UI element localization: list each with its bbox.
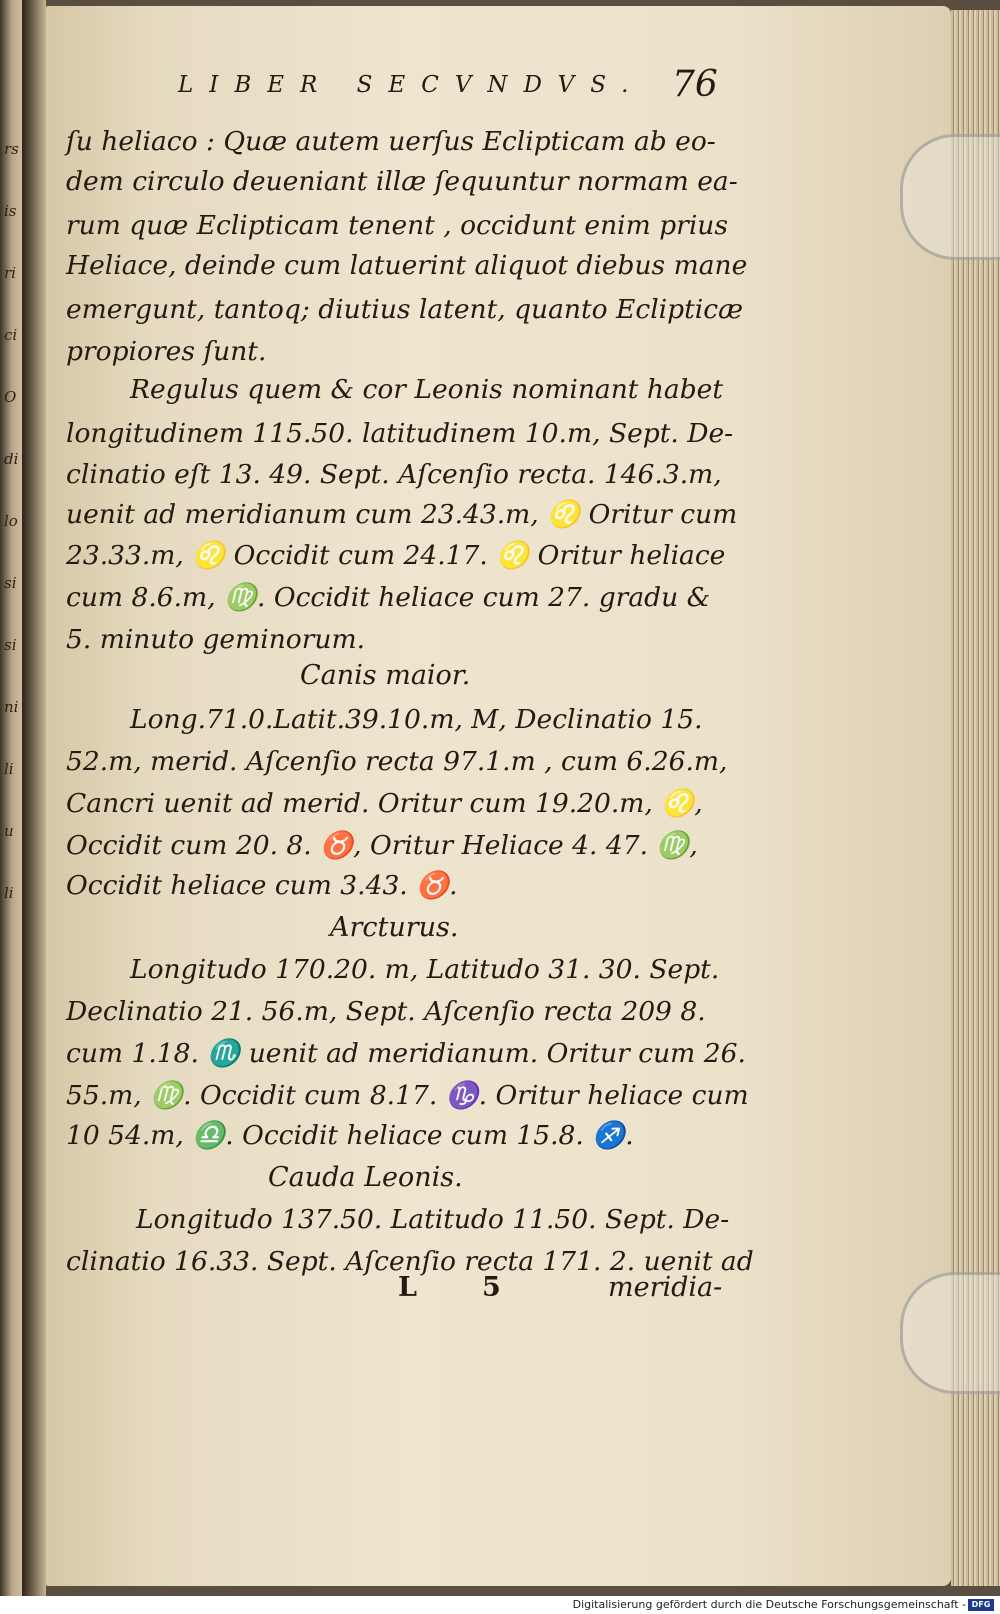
text-line: Declinatio 21. 56.m, Sept. Aſcenſio recta 209 8.: [66, 996, 706, 1027]
folio-number: 76: [672, 64, 718, 105]
text-line: Cancri uenit ad merid. Oritur cum 19.20.m, ♌,: [66, 788, 703, 819]
text-line: 10 54.m, ♎. Occidit heliace cum 15.8. ♐.: [66, 1120, 634, 1151]
text-line: cum 1.18. ♏ uenit ad meridianum. Oritur cum 26.: [66, 1038, 746, 1069]
text-line: 55.m, ♍. Occidit cum 8.17. ♑. Oritur heliace cum: [66, 1080, 749, 1111]
text-line: 52.m, merid. Aſcenſio recta 97.1.m , cum 6.26.m,: [66, 746, 728, 777]
page-clip-top: [900, 134, 1000, 260]
running-title: LIBER SECVNDVS.: [178, 72, 645, 98]
text-line: Heliace, deinde cum latuerint aliquot diebus mane: [66, 250, 748, 281]
text-line: Regulus quem & cor Leonis nominant habet: [130, 374, 723, 405]
margin-fragment: O: [4, 388, 17, 406]
text-line: clinatio 16.33. Sept. Aſcenſio recta 171. 2. uenit ad: [66, 1246, 754, 1277]
section-heading: Canis maior.: [300, 660, 471, 691]
facing-page-margin-text: [0, 110, 26, 1010]
text-line: emergunt, tantoq; diutius latent, quanto Eclipticæ: [66, 294, 743, 325]
margin-fragment: li: [4, 760, 14, 778]
text-line: 23.33.m, ♌ Occidit cum 24.17. ♌ Oritur heliace: [66, 540, 726, 571]
margin-fragment: ri: [4, 264, 16, 282]
text-line: longitudinem 115.50. latitudinem 10.m, Sept. De-: [66, 418, 734, 449]
text-line: ſu heliaco : Quæ autem uerſus Eclipticam ab eo-: [66, 126, 716, 157]
text-line: 5. minuto geminorum.: [66, 624, 366, 655]
section-heading: Arcturus.: [330, 912, 459, 943]
text-line: Occidit cum 20. 8. ♉, Oritur Heliace 4. 47. ♍,: [66, 830, 698, 861]
margin-fragment: ci: [4, 326, 18, 344]
margin-fragment: ni: [4, 698, 19, 716]
text-line: rum quæ Eclipticam tenent , occidunt enim prius: [66, 210, 728, 241]
text-line: Long.71.0.Latit.39.10.m, M, Declinatio 15.: [130, 704, 703, 735]
footer-credit: Digitalisierung gefördert durch die Deutsche Forschungsgemeinschaft -: [572, 1598, 966, 1611]
margin-fragment: u: [4, 822, 14, 840]
margin-fragment: si: [4, 636, 17, 654]
margin-fragment: li: [4, 884, 14, 902]
margin-fragment: si: [4, 574, 17, 592]
text-line: dem circulo deueniant illæ ſequuntur normam ea-: [66, 166, 738, 197]
margin-fragment: is: [4, 202, 17, 220]
signature-number: 5: [482, 1272, 501, 1303]
section-heading: Cauda Leonis.: [268, 1162, 463, 1193]
page-clip-bottom: [900, 1272, 1000, 1394]
text-line: propiores ſunt.: [66, 336, 267, 367]
text-line: Longitudo 170.20. m, Latitudo 31. 30. Sept.: [130, 954, 720, 985]
text-line: clinatio eſt 13. 49. Sept. Aſcenſio recta. 146.3.m,: [66, 459, 722, 490]
margin-fragment: lo: [4, 512, 18, 530]
text-line: cum 8.6.m, ♍. Occidit heliace cum 27. gradu &: [66, 582, 711, 613]
margin-fragment: di: [4, 450, 19, 468]
margin-fragment: rs: [4, 140, 19, 158]
catchword: meridia-: [608, 1272, 723, 1303]
text-line: uenit ad meridianum cum 23.43.m, ♌ Oritur cum: [66, 499, 738, 530]
dfg-logo: DFG: [968, 1599, 994, 1611]
text-line: Longitudo 137.50. Latitudo 11.50. Sept. De-: [136, 1204, 730, 1235]
signature-mark: L: [398, 1272, 419, 1303]
text-line: Occidit heliace cum 3.43. ♉.: [66, 870, 458, 901]
